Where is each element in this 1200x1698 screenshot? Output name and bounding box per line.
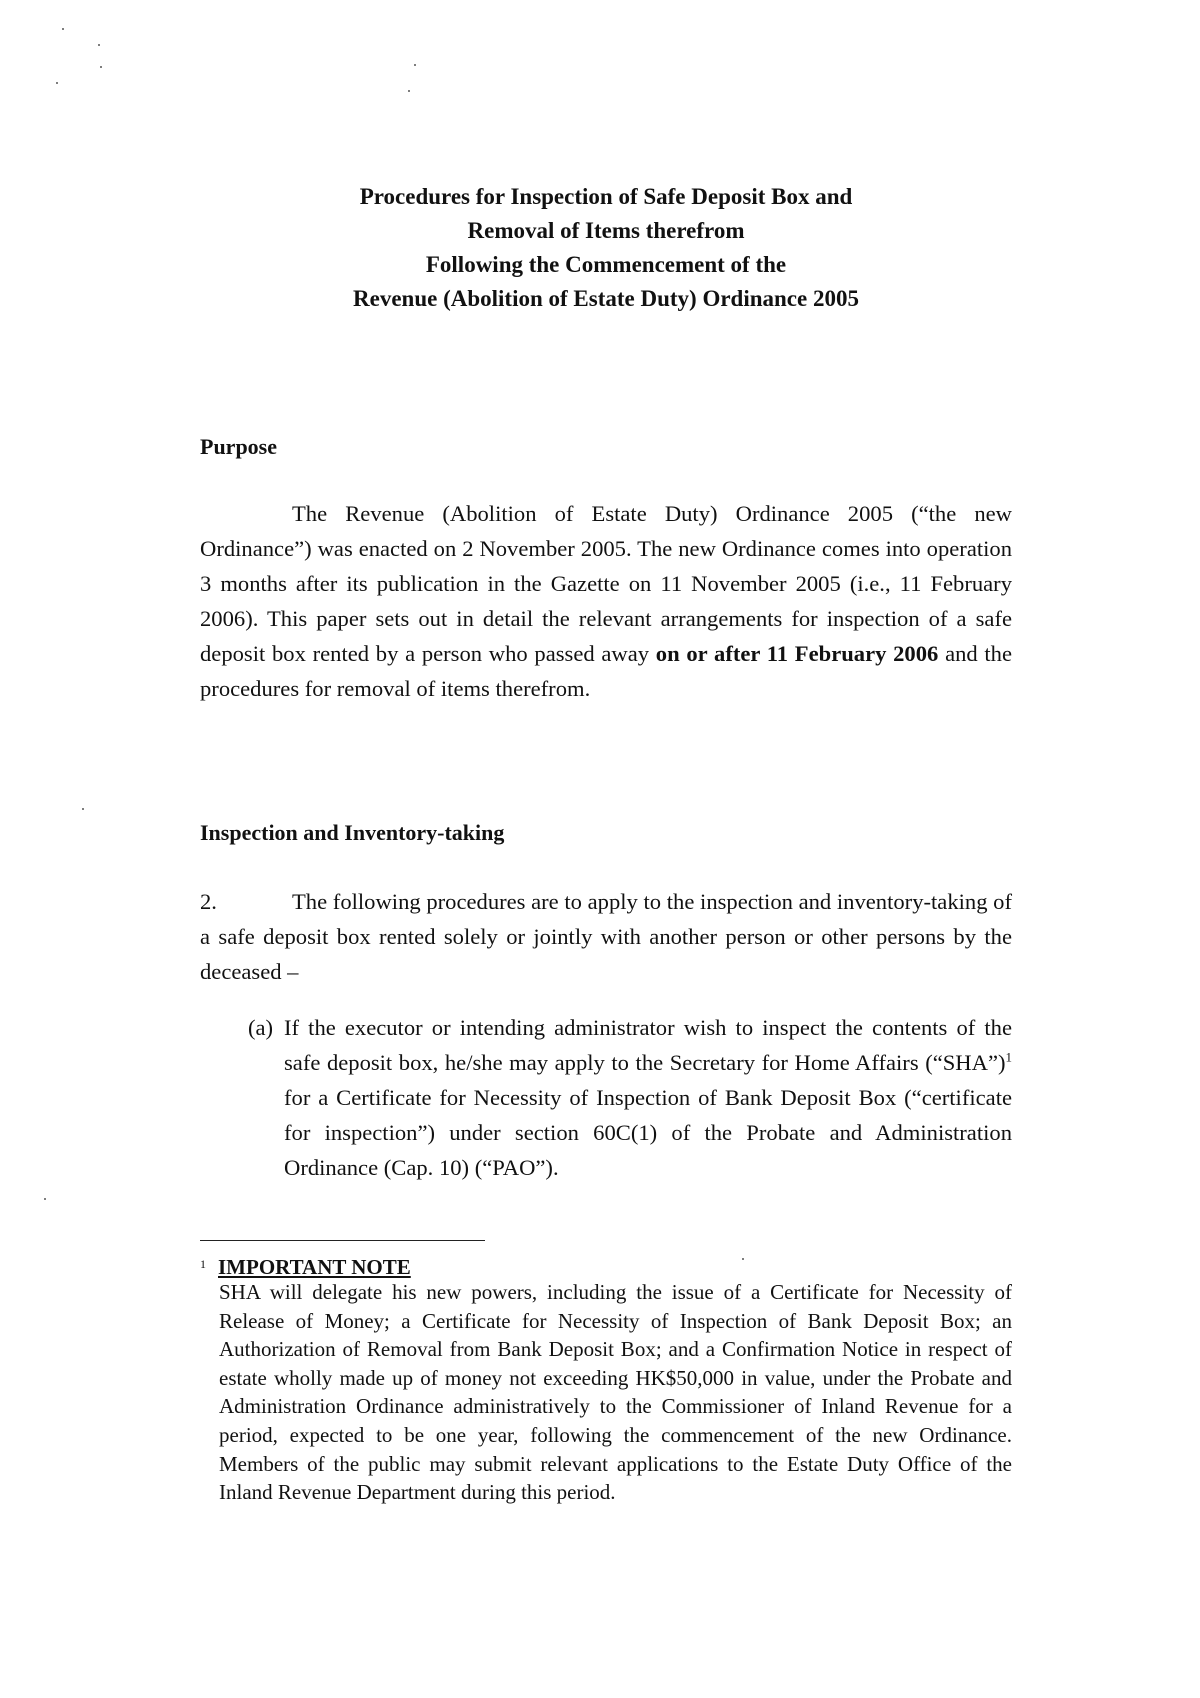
purpose-paragraph [200, 496, 1012, 706]
paragraph-number: 2. [200, 889, 217, 914]
paragraph-2 [200, 884, 1012, 989]
section-heading-purpose: Purpose [200, 434, 277, 459]
scan-speck [742, 1258, 744, 1260]
title-line: Revenue (Abolition of Estate Duty) Ordinance 2005 [353, 286, 859, 311]
section-heading-inspection: Inspection and Inventory-taking [200, 820, 505, 845]
title-line: Procedures for Inspection of Safe Deposit Box and [359, 184, 853, 209]
purpose-text: The Revenue (Abolition of Estate Duty) Ordinance 2005 (“the new Ordinance”) was enacted on 2 November 2005. The new Ordinance comes into operation 3 months after its publication in the Gazette on 11 November 2005 (i.e., 11 February 2006). This paper sets out in detail the relevant arrangements for inspection of a safe deposit box rented by a person who passed away [200, 501, 1012, 666]
scan-speck [44, 1198, 46, 1200]
list-item-a [248, 1010, 1012, 1185]
list-item-text-end: for a Certificate for Necessity of Inspection of Bank Deposit Box (“certificate for inspection”) under section 60C(1) of the Probate and Administration Ordinance (Cap. 10) (“PAO”). [284, 1085, 1012, 1180]
scan-speck [82, 808, 84, 810]
scan-speck [56, 82, 58, 84]
purpose-text-end: and the procedures for removal of items therefrom. [200, 641, 1013, 701]
scan-speck [100, 66, 102, 68]
scan-speck [62, 28, 64, 30]
footnote-divider [200, 1240, 485, 1241]
footnote-heading [200, 1250, 411, 1281]
scan-speck [408, 90, 410, 92]
footnote-reference: 1 [1005, 1049, 1012, 1065]
paragraph-2-text: The following procedures are to apply to the inspection and inventory-taking of a safe deposit box rented solely or jointly with another person or other persons by the deceased – [200, 889, 1012, 984]
scan-speck [414, 64, 416, 66]
title-line: Following the Commencement of the [425, 252, 787, 277]
footnote-text: SHA will delegate his new powers, including the issue of a Certificate for Necessity of Release of Money; a Certificate for Necessity of Inspection of Bank Deposit Box; an Authorization of Removal from Bank Deposit Box; and a Confirmation Notice in respect of estate wholly made up of money not exceeding HK$50,000 in value, under the Probate and Administration Ordinance administratively to the Commissioner of Inland Revenue for a period, expected to be one year, following the commencement of the new Ordinance. Members of the public may submit relevant applications to the Estate Duty Office of the Inland Revenue Department during this period. [219, 1280, 1012, 1505]
list-item-marker: (a) [248, 1015, 274, 1040]
scan-speck [98, 44, 100, 46]
purpose-bold-date: on or after 11 February 2006 [655, 641, 939, 666]
document-title [200, 180, 1012, 316]
footnote-title: IMPORTANT NOTE [218, 1255, 411, 1279]
footnote-number: 1 [200, 1257, 206, 1271]
title-line: Removal of Items therefrom [467, 218, 745, 243]
list-item-text: If the executor or intending administrator wish to inspect the contents of the safe deposit box, he/she may apply to the Secretary for Home Affairs (“SHA”) [284, 1015, 1012, 1075]
